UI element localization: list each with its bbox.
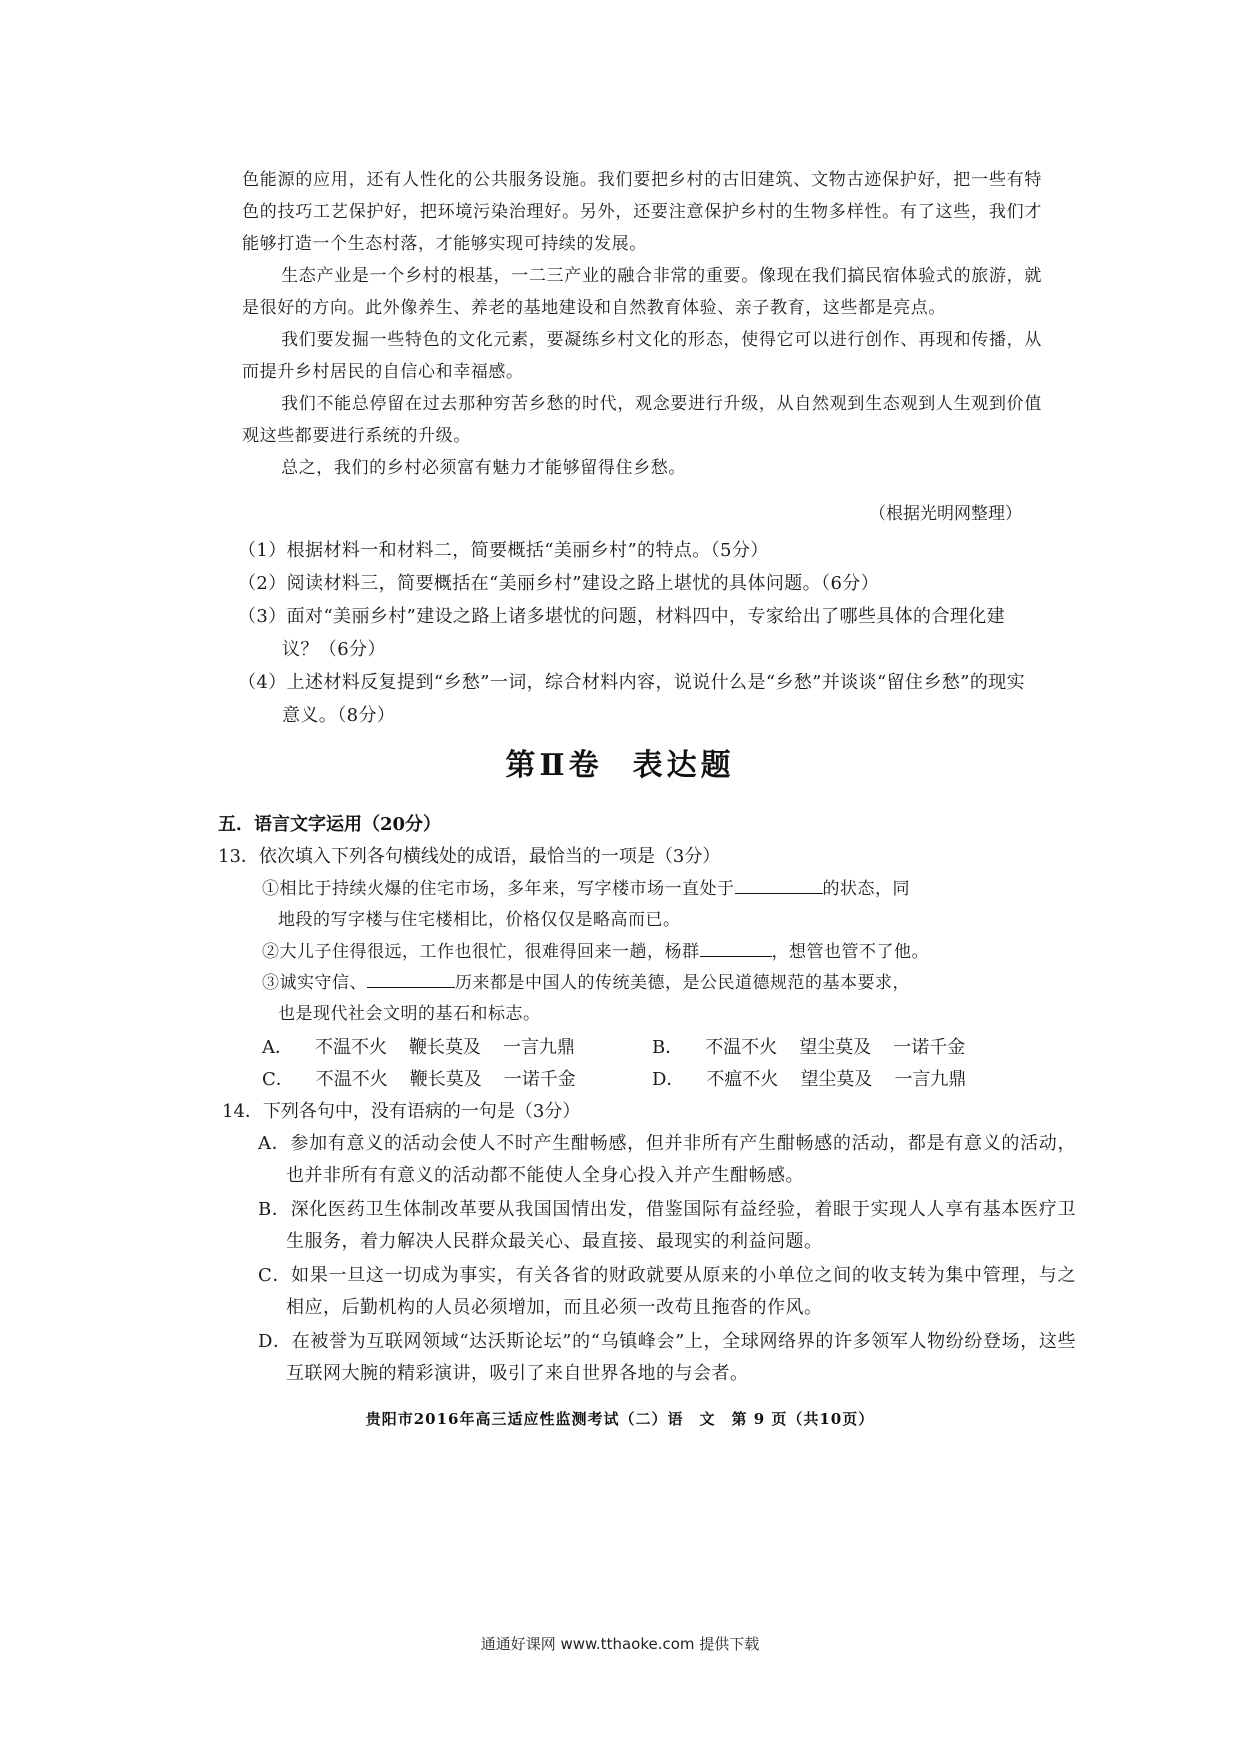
answer-blank — [367, 969, 455, 988]
subquestion-4: （4）上述材料反复提到“乡愁”一词，综合材料内容，说说什么是“乡愁”并谈谈“留住乡愁”的现实意义。（8分） — [238, 672, 1026, 726]
q14-choice-b: B．深化医药卫生体制改革要从我国国情出发，借鉴国际有益经验，着眼于实现人人享有基本医疗卫生服务，着力解决人民群众最关心、最直接、最现实的利益问题。 — [258, 1199, 1076, 1252]
download-credit: 通通好课网 www.tthaoke.com 提供下载 — [480, 1635, 760, 1653]
q14-choice-a: A．参加有意义的活动会使人不时产生酣畅感，但并非所有产生酣畅感的活动，都是有意义的活动，也并非所有有意义的活动都不能使人全身心投入并产生酣畅感。 — [258, 1133, 1076, 1186]
subquestion-3: （3）面对“美丽乡村”建设之路上诸多堪忧的问题，材料四中，专家给出了哪些具体的合理化建议？（6分） — [238, 606, 1006, 660]
question-12-subquestions — [238, 534, 1038, 732]
material-paragraph: 我们不能总停留在过去那种穷苦乡愁的时代，观念要进行升级，从自然观到生态观到人生观到价值观这些都要进行系统的升级。 — [242, 394, 1042, 446]
subquestion-2: （2）阅读材料三，简要概括在“美丽乡村”建设之路上堪忧的具体问题。（6分） — [238, 573, 880, 594]
q13-options-row-2 — [262, 1064, 1042, 1096]
section-name: 表达题 — [632, 748, 735, 783]
material-paragraph: 我们要发掘一些特色的文化元素，要凝练乡村文化的形态，使得它可以进行创作、再现和传播，从而提升乡村居民的自信心和幸福感。 — [242, 330, 1042, 382]
section-part: 第Ⅱ卷 — [505, 748, 603, 783]
material-paragraph: 色能源的应用，还有人性化的公共服务设施。我们要把乡村的古旧建筑、文物古迹保护好，把一些有特色的技巧工艺保护好，把环境污染治理好。另外，还要注意保护乡村的生物多样性。有了这些，我们才能够打造一个生态村落，才能够实现可持续的发展。 — [242, 170, 1042, 254]
option-a: A． 不温不火 鞭长莫及 一言九鼎 — [262, 1037, 575, 1058]
material-four-passage — [242, 164, 1042, 484]
option-b: B． 不温不火 望尘莫及 一诺千金 — [652, 1037, 966, 1058]
section-title — [0, 740, 1240, 784]
q14-choice-c: C．如果一旦这一切成为事实，有关各省的财政就要从原来的小单位之间的收支转为集中管理，与之相应，后勤机构的人员必须增加，而且必须一改苟且拖沓的作风。 — [258, 1265, 1076, 1318]
q13-sentence-2: ②大儿子住得很远，工作也很忙，很难得回来一趟，杨群 ，想管也管不了他。 — [262, 937, 1042, 968]
q13-sentence-3: ③诚实守信、 历来都是中国人的传统美德，是公民道德规范的基本要求， 也是现代社会文明的基石和标志。 — [262, 968, 1042, 1030]
answer-blank — [700, 938, 772, 957]
option-c: C． 不温不火 鞭长莫及 一诺千金 — [262, 1069, 576, 1090]
q13-sentence-1: ①相比于持续火爆的住宅市场，多年来，写字楼市场一直处于 的状态，同 地段的写字楼与住宅楼相比，价格仅仅是略高而已。 — [262, 874, 1042, 936]
option-d: D． 不瘟不火 望尘莫及 一言九鼎 — [652, 1069, 967, 1090]
answer-blank — [735, 875, 823, 894]
part-five-heading: 五．语言文字运用（20分） — [218, 814, 442, 835]
subquestion-1: （1）根据材料一和材料二，简要概括“美丽乡村”的特点。（5分） — [238, 540, 769, 561]
q13-options-row-1 — [262, 1032, 1042, 1064]
question-14-stem: 14．下列各句中，没有语病的一句是（3分） — [222, 1101, 581, 1122]
page-footer: 贵阳市2016年高三适应性监测考试（二）语 文 第 9 页（共10页） — [365, 1410, 875, 1428]
material-paragraph: 总之，我们的乡村必须富有魅力才能够留得住乡愁。 — [281, 458, 686, 478]
material-source: （根据光明网整理） — [869, 504, 1022, 524]
question-13-stem: 13．依次填入下列各句横线处的成语，最恰当的一项是（3分） — [218, 846, 721, 867]
material-paragraph: 生态产业是一个乡村的根基，一二三产业的融合非常的重要。像现在我们搞民宿体验式的旅游，就是很好的方向。此外像养生、养老的基地建设和自然教育体验、亲子教育，这些都是亮点。 — [242, 266, 1042, 318]
q14-choice-d: D．在被誉为互联网领域“达沃斯论坛”的“乌镇峰会”上，全球网络界的许多领军人物纷纷登场，这些互联网大腕的精彩演讲，吸引了来自世界各地的与会者。 — [258, 1331, 1076, 1384]
